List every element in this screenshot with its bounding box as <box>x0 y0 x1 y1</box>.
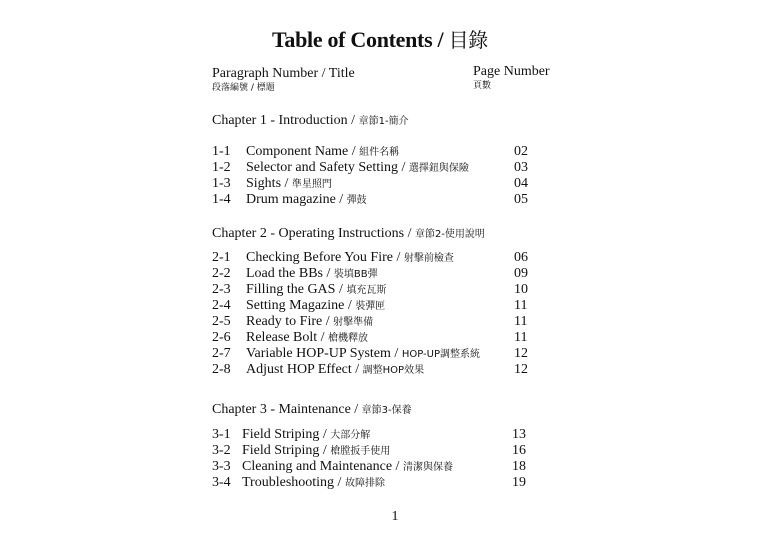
entry-page: 12 <box>514 346 528 361</box>
page-title <box>0 24 760 53</box>
chapter-heading-3 <box>212 402 412 419</box>
entry-number: 1-2 <box>212 160 231 175</box>
toc-entry-3-3[interactable] <box>212 459 532 475</box>
column-header-page-zh: 頁數 <box>473 81 492 91</box>
chapter-title-en: Chapter 1 - Introduction / <box>212 113 356 128</box>
entry-page: 11 <box>514 314 528 329</box>
entry-title-zh: 射擊前檢查 <box>403 253 454 264</box>
entry-number: 3-3 <box>212 459 231 474</box>
entry-number: 1-1 <box>212 144 231 159</box>
entry-title-en: Drum magazine / <box>246 192 344 207</box>
entry-number: 2-4 <box>212 298 231 313</box>
entry-page: 19 <box>512 475 526 490</box>
entry-number: 3-4 <box>212 475 231 490</box>
entry-number: 1-3 <box>212 176 231 191</box>
chapter-heading-2 <box>212 226 485 243</box>
entry-title-zh: 裝彈匣 <box>355 301 386 312</box>
entry-title-zh: 選擇鈕與保險 <box>408 163 469 174</box>
entry-title-zh: 準星照門 <box>291 179 332 190</box>
entry-title-en: Filling the GAS / <box>246 282 343 297</box>
toc-entry-2-5[interactable] <box>212 314 532 330</box>
toc-entry-2-4[interactable] <box>212 298 532 314</box>
toc-entry-3-2[interactable] <box>212 443 532 459</box>
column-header-title <box>212 66 355 94</box>
toc-entry-2-7[interactable] <box>212 346 532 362</box>
page-number: 1 <box>391 509 399 524</box>
entry-number: 2-8 <box>212 362 231 377</box>
toc-entry-3-4[interactable] <box>212 475 532 491</box>
toc-entry-2-3[interactable] <box>212 282 532 298</box>
entry-page: 12 <box>514 362 528 377</box>
toc-entry-2-2[interactable] <box>212 266 532 282</box>
toc-entry-2-8[interactable] <box>212 362 532 378</box>
entry-title-zh: 故障排除 <box>344 478 385 489</box>
toc-entry-3-1[interactable] <box>212 427 532 443</box>
entry-page: 18 <box>512 459 526 474</box>
entry-title-en: Adjust HOP Effect / <box>246 362 360 377</box>
entry-title-zh: 填充瓦斯 <box>346 285 387 296</box>
toc-entry-1-4[interactable] <box>212 192 532 208</box>
toc-entry-1-2[interactable] <box>212 160 532 176</box>
entry-page: 09 <box>514 266 528 281</box>
title-zh: 目錄 <box>448 28 488 52</box>
toc-entry-1-1[interactable] <box>212 144 532 160</box>
entry-title-en: Checking Before You Fire / <box>246 250 401 265</box>
entry-number: 2-6 <box>212 330 231 345</box>
title-en: Table of Contents / <box>272 27 444 52</box>
column-header-title-zh: 段落編號 / 標題 <box>212 83 275 93</box>
entry-title-zh: 射擊準備 <box>333 317 374 328</box>
entry-number: 3-1 <box>212 427 231 442</box>
toc-entry-2-6[interactable] <box>212 330 532 346</box>
chapter-title-zh: 章節2-使用說明 <box>414 229 485 240</box>
entry-title-zh: HOP-UP調整系統 <box>401 349 480 360</box>
entry-title-en: Cleaning and Maintenance / <box>242 459 400 474</box>
entry-page: 11 <box>514 298 528 313</box>
chapter-title-zh: 章節3-保養 <box>361 405 412 416</box>
entry-page: 10 <box>514 282 528 297</box>
entry-title-en: Setting Magazine / <box>246 298 352 313</box>
entry-number: 1-4 <box>212 192 231 207</box>
entry-number: 2-3 <box>212 282 231 297</box>
entry-page: 06 <box>514 250 528 265</box>
entry-title-zh: 調整HOP效果 <box>362 365 425 376</box>
toc-entry-2-1[interactable] <box>212 250 532 266</box>
entry-title-zh: 清潔與保養 <box>402 462 453 473</box>
entry-title-en: Field Striping / <box>242 427 327 442</box>
entry-title-en: Troubleshooting / <box>242 475 342 490</box>
entry-page: 04 <box>514 176 528 191</box>
entry-title-en: Selector and Safety Setting / <box>246 160 406 175</box>
entry-title-en: Variable HOP-UP System / <box>246 346 399 361</box>
entry-title-zh: 大部分解 <box>330 430 371 441</box>
entry-title-en: Sights / <box>246 176 289 191</box>
entry-page: 02 <box>514 144 528 159</box>
column-header-page-en: Page Number <box>473 64 550 79</box>
entry-number: 2-7 <box>212 346 231 361</box>
entry-number: 2-5 <box>212 314 231 329</box>
chapter-title-en: Chapter 3 - Maintenance / <box>212 402 359 417</box>
entry-title-en: Field Striping / <box>242 443 327 458</box>
entry-title-en: Load the BBs / <box>246 266 331 281</box>
chapter-title-en: Chapter 2 - Operating Instructions / <box>212 226 412 241</box>
entry-title-zh: 槍膛扳手使用 <box>330 446 391 457</box>
entry-page: 16 <box>512 443 526 458</box>
entry-page: 11 <box>514 330 528 345</box>
toc-entry-1-3[interactable] <box>212 176 532 192</box>
entry-title-zh: 組件名稱 <box>359 147 400 158</box>
entry-number: 3-2 <box>212 443 231 458</box>
entry-number: 2-1 <box>212 250 231 265</box>
entry-title-en: Ready to Fire / <box>246 314 330 329</box>
entry-title-en: Release Bolt / <box>246 330 325 345</box>
chapter-title-zh: 章節1-簡介 <box>358 116 409 127</box>
column-header-title-en: Paragraph Number / Title <box>212 66 355 81</box>
chapter-heading-1 <box>212 113 409 130</box>
entry-page: 13 <box>512 427 526 442</box>
column-header-page <box>473 64 550 92</box>
entry-title-en: Component Name / <box>246 144 356 159</box>
entry-number: 2-2 <box>212 266 231 281</box>
entry-page: 05 <box>514 192 528 207</box>
entry-title-zh: 槍機釋放 <box>328 333 369 344</box>
entry-title-zh: 彈鼓 <box>346 195 367 206</box>
entry-title-zh: 裝填BB彈 <box>333 269 378 280</box>
entry-page: 03 <box>514 160 528 175</box>
